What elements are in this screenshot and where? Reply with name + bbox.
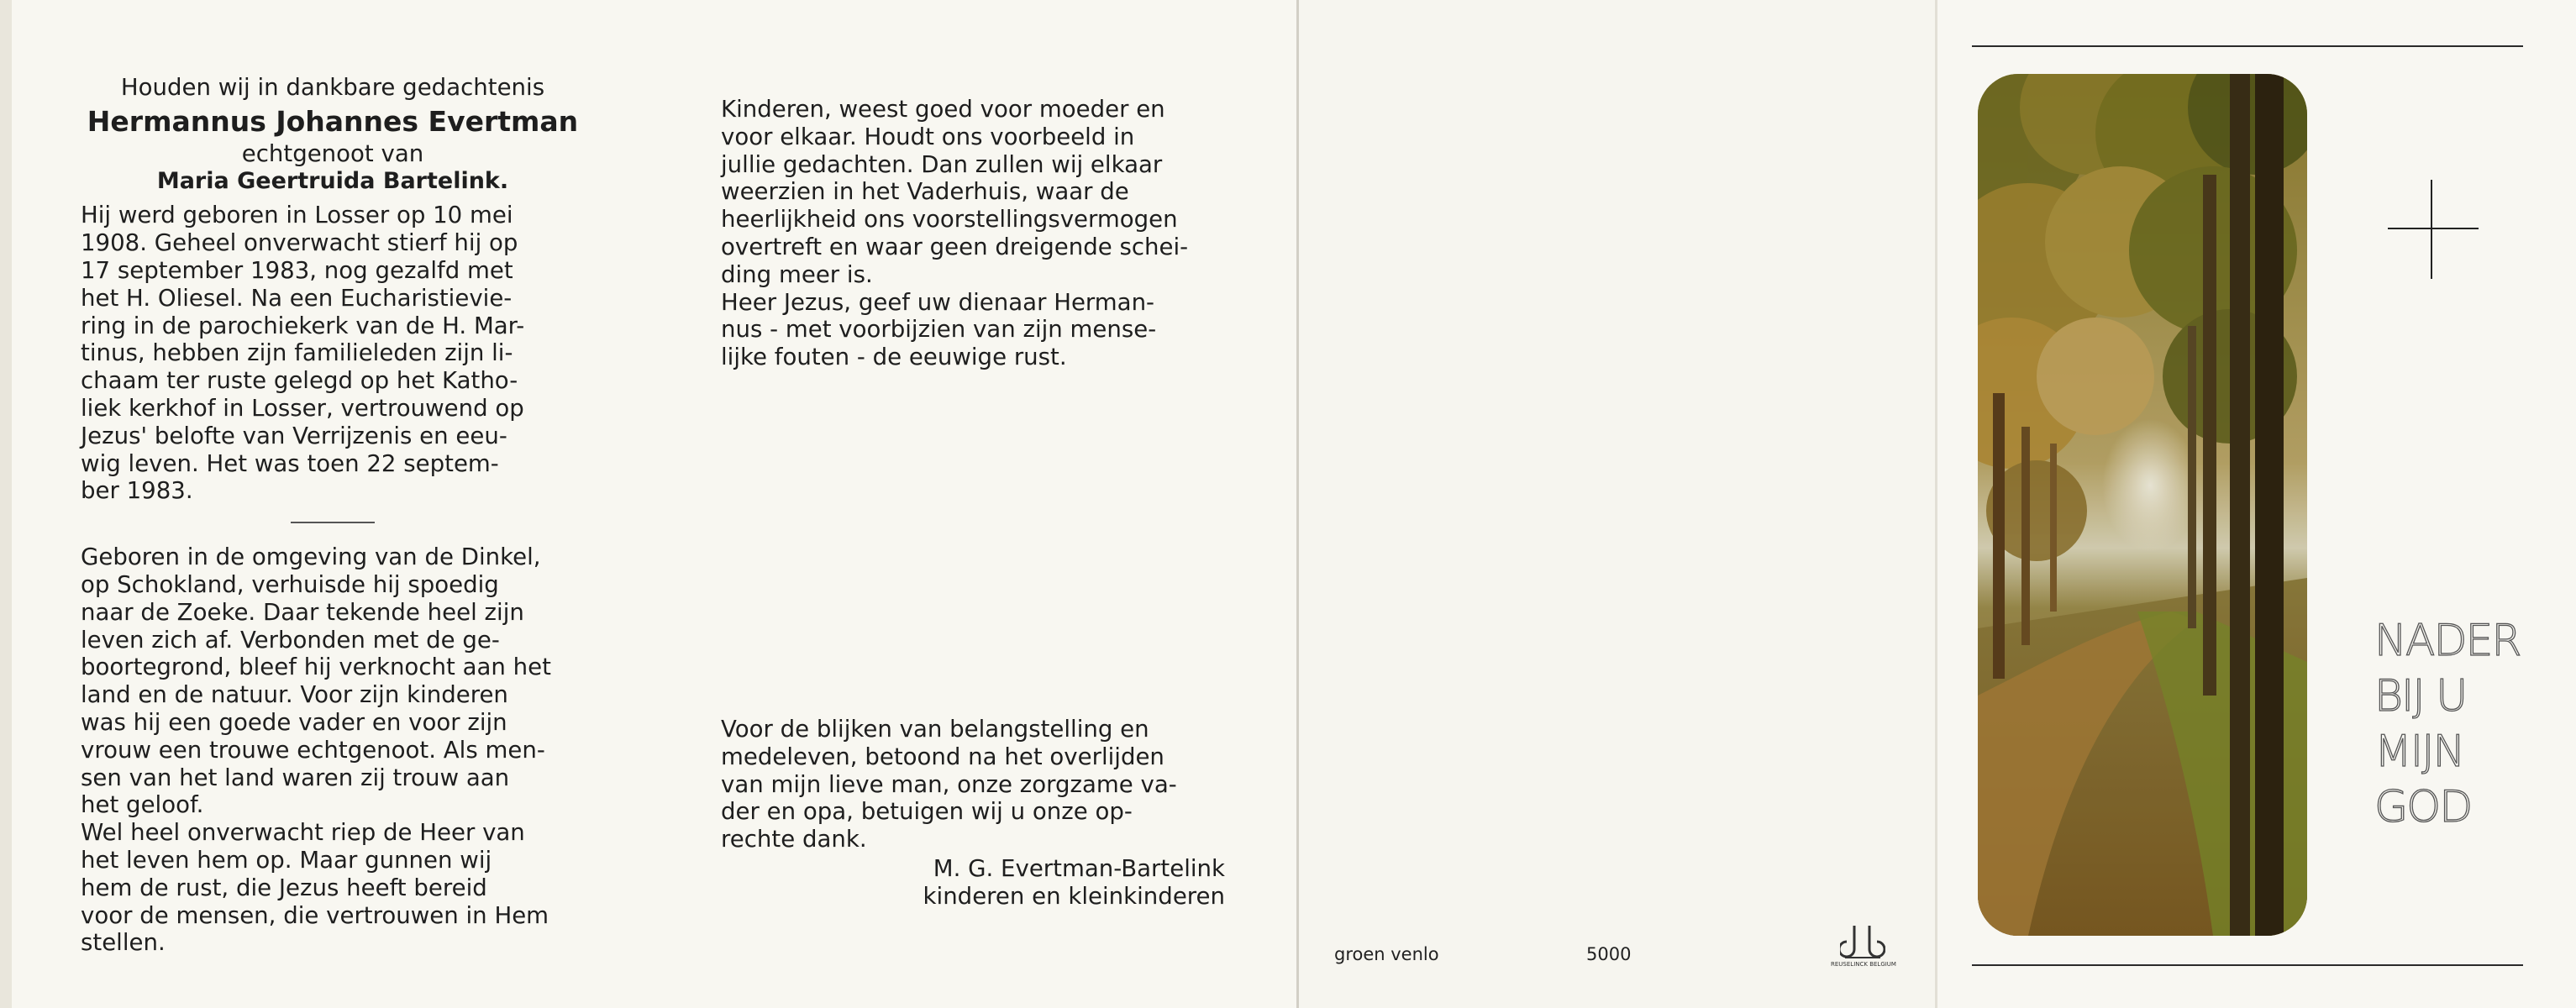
text-line: chaam ter ruste gelegd op het Katho- bbox=[81, 366, 518, 395]
text-line: weerzien in het Vaderhuis, waar de bbox=[721, 177, 1129, 206]
forest-path-photo bbox=[1978, 74, 2307, 936]
text-line: overtreft en waar geen dreigende schei- bbox=[721, 232, 1189, 260]
text-line: rechte dank. bbox=[721, 825, 867, 853]
text-line: Geboren in de omgeving van de Dinkel, bbox=[81, 543, 541, 571]
text-line: Kinderen, weest goed voor moeder en bbox=[721, 95, 1165, 123]
deceased-name: Hermannus Johannes Evertman bbox=[87, 104, 579, 138]
text-line: hem de rust, die Jezus heeft bereid bbox=[81, 873, 487, 901]
text-line: der en opa, betuigen wij u onze op- bbox=[721, 797, 1133, 826]
text-line: liek kerkhof in Losser, vertrouwend op bbox=[81, 393, 524, 422]
text-line: Hij werd geboren in Losser op 10 mei bbox=[81, 201, 513, 229]
motto-line: NADER bbox=[2374, 616, 2521, 666]
forest-illustration bbox=[1978, 74, 2307, 936]
text-line: Voor de blijken van belangstelling en bbox=[721, 715, 1149, 743]
text-line: ding meer is. bbox=[721, 260, 873, 288]
text-line: 1908. Geheel onverwacht stierf hij op bbox=[81, 228, 518, 257]
cross-icon bbox=[2388, 180, 2479, 279]
text-line: medeleven, betoond na het overlijden bbox=[721, 742, 1164, 770]
thanks-paragraph bbox=[721, 716, 1225, 911]
spouse-name: Maria Geertruida Bartelink. bbox=[156, 167, 509, 194]
back-panel bbox=[1299, 0, 1937, 1008]
life-paragraph bbox=[81, 543, 585, 957]
fold-line bbox=[1296, 0, 1299, 1008]
text-line: was hij een goede vader en voor zijn bbox=[81, 707, 507, 736]
text-line: boortegrond, bleef hij verknocht aan het bbox=[81, 653, 551, 681]
text-line: Wel heel onverwacht riep de Heer van bbox=[81, 818, 525, 847]
cover-rule-top bbox=[1972, 45, 2523, 47]
motto-line: BIJ U bbox=[2374, 671, 2467, 722]
text-line: voor de mensen, die vertrouwen in Hem bbox=[81, 900, 549, 929]
text-line: vrouw een trouwe echtgenoot. Als men- bbox=[81, 735, 545, 764]
text-line: Jezus' belofte van Verrijzenis en eeu- bbox=[81, 421, 507, 449]
text-line: naar de Zoeke. Daar tekende heel zijn bbox=[81, 597, 524, 626]
text-line: stellen. bbox=[81, 928, 166, 957]
text-line: heerlijkheid ons voorstellingsvermogen bbox=[721, 205, 1178, 234]
text-line: op Schokland, verhuisde hij spoedig bbox=[81, 570, 499, 598]
publisher-logo-text: REUSELINCK BELGIUM bbox=[1831, 961, 1896, 968]
text-line: het geloof. bbox=[81, 790, 204, 819]
text-line: het leven hem op. Maar gunnen wij bbox=[81, 845, 492, 874]
section-divider bbox=[291, 522, 375, 523]
text-line: van mijn lieve man, onze zorgzame va- bbox=[721, 769, 1177, 798]
text-line: tinus, hebben zijn familieleden zijn li- bbox=[81, 339, 513, 367]
memorial-text-right bbox=[721, 96, 1225, 371]
text-line: wig leven. Het was toen 22 septem- bbox=[81, 449, 499, 477]
intro-line: Houden wij in dankbare gedachtenis bbox=[120, 73, 545, 101]
signature bbox=[721, 855, 1225, 911]
exhortation-paragraph bbox=[721, 96, 1225, 371]
text-line: voor elkaar. Houdt ons voorbeeld in bbox=[721, 122, 1135, 150]
motto-line: GOD bbox=[2374, 782, 2472, 832]
biography-paragraph bbox=[81, 202, 585, 505]
printer-imprint: groen venlo bbox=[1334, 944, 1439, 964]
signature-line: kinderen en kleinkinderen bbox=[923, 881, 1225, 910]
text-line: lijke fouten - de eeuwige rust. bbox=[721, 343, 1067, 371]
text-line: sen van het land waren zij trouw aan bbox=[81, 763, 510, 791]
text-line: jullie gedachten. Dan zullen wij elkaar bbox=[721, 150, 1163, 178]
text-line: ber 1983. bbox=[81, 476, 193, 505]
spouse-label: echtgenoot van bbox=[241, 139, 424, 167]
cover-rule-bottom bbox=[1972, 964, 2523, 966]
fold-line bbox=[1935, 0, 1937, 1008]
text-line: land en de natuur. Voor zijn kinderen bbox=[81, 680, 508, 709]
text-line: nus - met voorbijzien van zijn mense- bbox=[721, 315, 1157, 344]
text-line: leven zich af. Verbonden met de ge- bbox=[81, 625, 500, 654]
text-line: het H. Oliesel. Na een Eucharistievie- bbox=[81, 283, 513, 312]
text-line: 17 september 1983, nog gezalfd met bbox=[81, 255, 513, 284]
text-line: ring in de parochiekerk van de H. Mar- bbox=[81, 311, 525, 339]
signature-line: M. G. Evertman-Bartelink bbox=[933, 853, 1225, 882]
card-code: 5000 bbox=[1586, 944, 1632, 964]
memorial-text-left bbox=[81, 74, 585, 957]
cover-motto bbox=[2374, 613, 2521, 835]
text-line: Heer Jezus, geef uw dienaar Herman- bbox=[721, 287, 1155, 316]
motto-line: MIJN bbox=[2374, 727, 2464, 777]
